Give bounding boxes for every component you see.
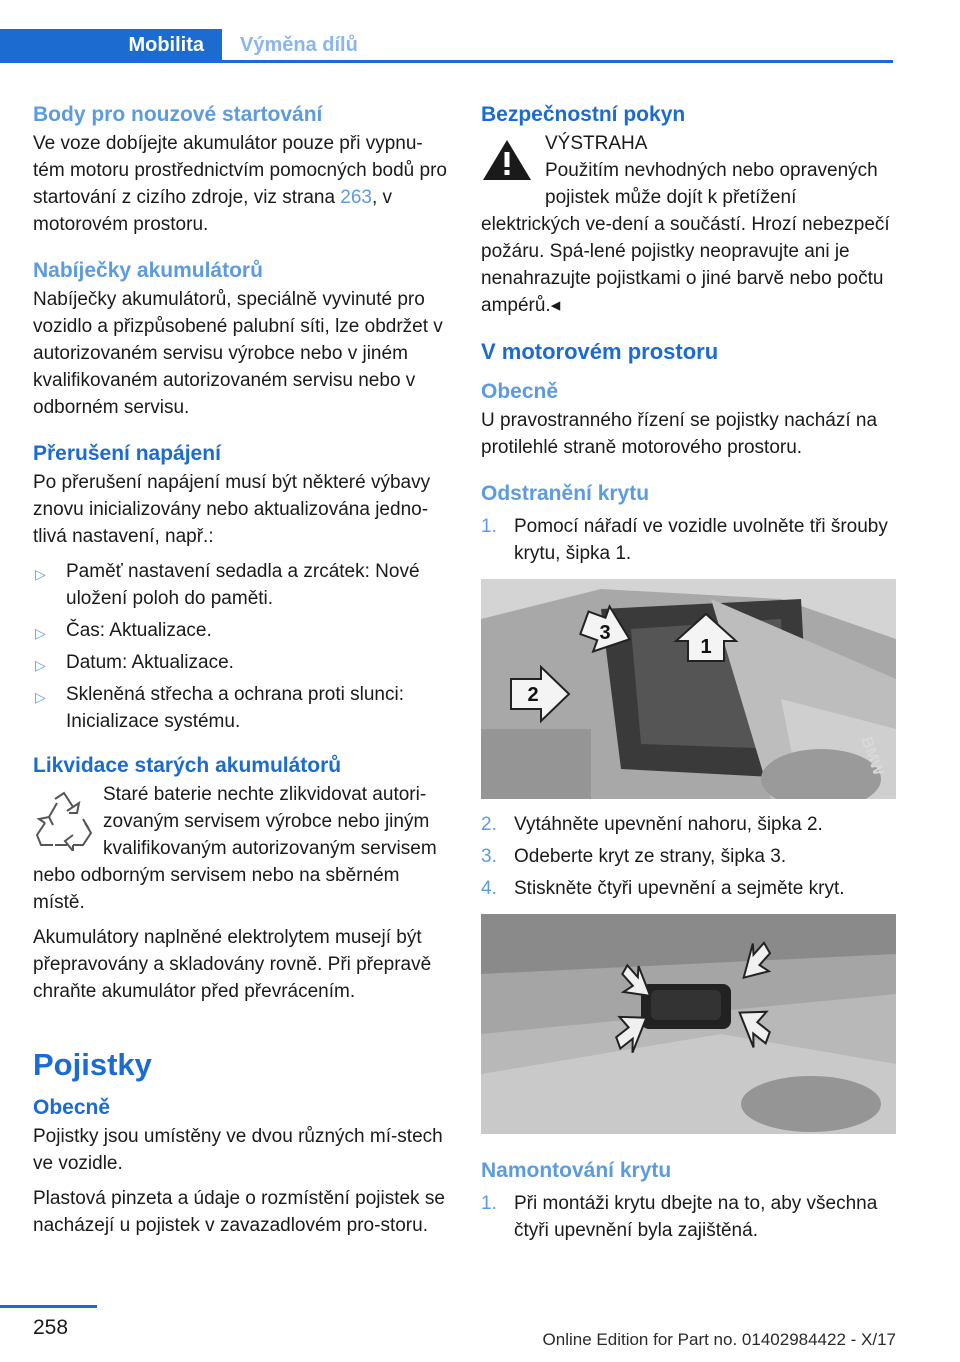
bullet-triangle-icon: ▷	[35, 566, 46, 582]
removal-steps-a	[481, 513, 896, 567]
section-title-engine-compartment: V motorovém prostoru	[481, 339, 719, 364]
section-title-cover-removal: Odstranění krytu	[481, 482, 650, 505]
edition-note: Online Edition for Part no. 01402984422 - X/17	[542, 1330, 896, 1349]
section-title-safety: Bezpečnostní pokyn	[481, 103, 686, 126]
power-interruption-text: Po přerušení napájení musí být některé výbavy znovu inicializovány nebo aktualizována jedno-tlivá nastavení, např.:	[33, 472, 431, 547]
step-text: Odeberte kryt ze strany, šipka 3.	[514, 846, 787, 867]
arrow-label-1: 1	[700, 636, 712, 658]
right-column	[481, 100, 896, 1250]
arrow-label-2: 2	[527, 684, 539, 706]
disposal-text-2: Akumulátory naplněné elektrolytem musejí být přepravovány a skladovány rovně. Při přepravě chraňte akumulátor před převrácením.	[33, 927, 432, 1002]
list-item-text: Paměť nastavení sedadla a zrcátek: Nové uložení poloh do paměti.	[66, 561, 420, 609]
step-number: 1.	[481, 516, 497, 537]
list-item-text: Skleněná střecha a ochrana proti slunci: Inicializace systému.	[66, 684, 404, 732]
list-item	[33, 649, 448, 676]
list-item	[33, 558, 448, 612]
list-item-text: Čas: Aktualizace.	[66, 620, 212, 641]
warning-text: Použitím nevhodných nebo opravených pojistek může dojít k přetížení elektrických ve-dení a součástí. Hrozí nebezpečí požáru. Spá-lené pojistky neopravujte ani je nenahrazujte pojistkami o jiné barvě nebo počtu ampérů.◂	[481, 160, 890, 316]
list-item	[481, 513, 896, 567]
bullet-triangle-icon: ▷	[35, 689, 46, 705]
jump-start-text-b: , v motorovém prostoru.	[33, 187, 393, 235]
footer-rule	[0, 1305, 97, 1308]
removal-steps-b	[481, 811, 896, 902]
list-item	[481, 843, 896, 870]
warning-triangle-icon	[481, 138, 533, 182]
engine-photo-arrows	[481, 579, 896, 799]
general-right-text: U pravostranného řízení se pojistky nachází na protilehlé straně motorového prostoru.	[481, 410, 878, 458]
mounting-steps	[481, 1190, 896, 1244]
section-title-general-left: Obecně	[33, 1096, 111, 1119]
page-link-263[interactable]: 263	[340, 187, 372, 208]
bullet-triangle-icon: ▷	[35, 657, 46, 673]
section-title-jump-start: Body pro nouzové startování	[33, 103, 323, 126]
step-number: 3.	[481, 846, 497, 867]
step-number: 4.	[481, 878, 497, 899]
section-title-chargers: Nabíječky akumulátorů	[33, 259, 263, 282]
jump-start-text	[33, 130, 448, 238]
step-text: Vytáhněte upevnění nahoru, šipka 2.	[514, 814, 823, 835]
general-fuses-text-2: Plastová pinzeta a údaje o rozmístění pojistek se nacházejí u pojistek v zavazadlovém pro-storu.	[33, 1188, 445, 1236]
step-number: 1.	[481, 1193, 497, 1214]
cover-photo-arrows	[481, 914, 896, 1134]
bullet-triangle-icon: ▷	[35, 625, 46, 641]
disposal-text: Staré baterie nechte zlikvidovat autori-zovaným servisem výrobce nebo jiným kvalifikovaným autorizovaným servisem nebo odborným servisem nebo na sběrném místě.	[33, 784, 437, 913]
section-title-cover-mounting: Namontování krytu	[481, 1159, 672, 1182]
header-tabs	[0, 29, 893, 62]
recycle-icon	[33, 789, 95, 851]
tab-mobilita[interactable]: Mobilita	[0, 29, 222, 62]
engine-photo-illustration	[481, 579, 896, 799]
step-number: 2.	[481, 814, 497, 835]
disposal-block	[33, 781, 448, 1005]
chargers-text: Nabíječky akumulátorů, speciálně vyvinuté pro vozidlo a přizpůsobené palubní síti, lze obdržet v autorizovaném servisu výrobce nebo v jiném kvalifikovaném autorizovaném servisu nebo v odborném servisu.	[33, 289, 443, 418]
power-interruption-list	[33, 558, 448, 735]
left-column	[33, 100, 448, 1247]
photo-brand-text: BMW	[857, 734, 887, 778]
arrow-label-3: 3	[599, 622, 611, 644]
section-title-general-right: Obecně	[481, 380, 559, 403]
cover-photo-illustration	[481, 914, 896, 1134]
step-text: Pomocí nářadí ve vozidle uvolněte tři šrouby krytu, šipka 1.	[514, 516, 888, 564]
page-number: 258	[33, 1316, 69, 1339]
step-text: Stiskněte čtyři upevnění a sejměte kryt.	[514, 878, 845, 899]
header-rule	[0, 60, 893, 63]
general-fuses-text: Pojistky jsou umístěny ve dvou různých mí-stech ve vozidle.	[33, 1126, 443, 1174]
list-item	[33, 681, 448, 735]
jump-start-text-a: Ve voze dobíjejte akumulátor pouze při vypnu-tém motoru prostřednictvím pomocných bodů pro startování z cizího zdroje, viz strana	[33, 133, 447, 208]
warning-block	[481, 130, 896, 319]
warning-label: VÝSTRAHA	[545, 133, 648, 154]
section-title-battery-disposal: Likvidace starých akumulátorů	[33, 754, 342, 777]
tab-vymena-dilu[interactable]: Výměna dílů	[222, 29, 893, 62]
list-item	[33, 617, 448, 644]
list-item-text: Datum: Aktualizace.	[66, 652, 234, 673]
chapter-title-fuses: Pojistky	[33, 1047, 152, 1082]
step-text: Při montáži krytu dbejte na to, aby všechna čtyři upevnění byla zajištěná.	[514, 1193, 878, 1241]
list-item	[481, 875, 896, 902]
list-item	[481, 1190, 896, 1244]
section-title-power-interruption: Přerušení napájení	[33, 442, 221, 465]
list-item	[481, 811, 896, 838]
